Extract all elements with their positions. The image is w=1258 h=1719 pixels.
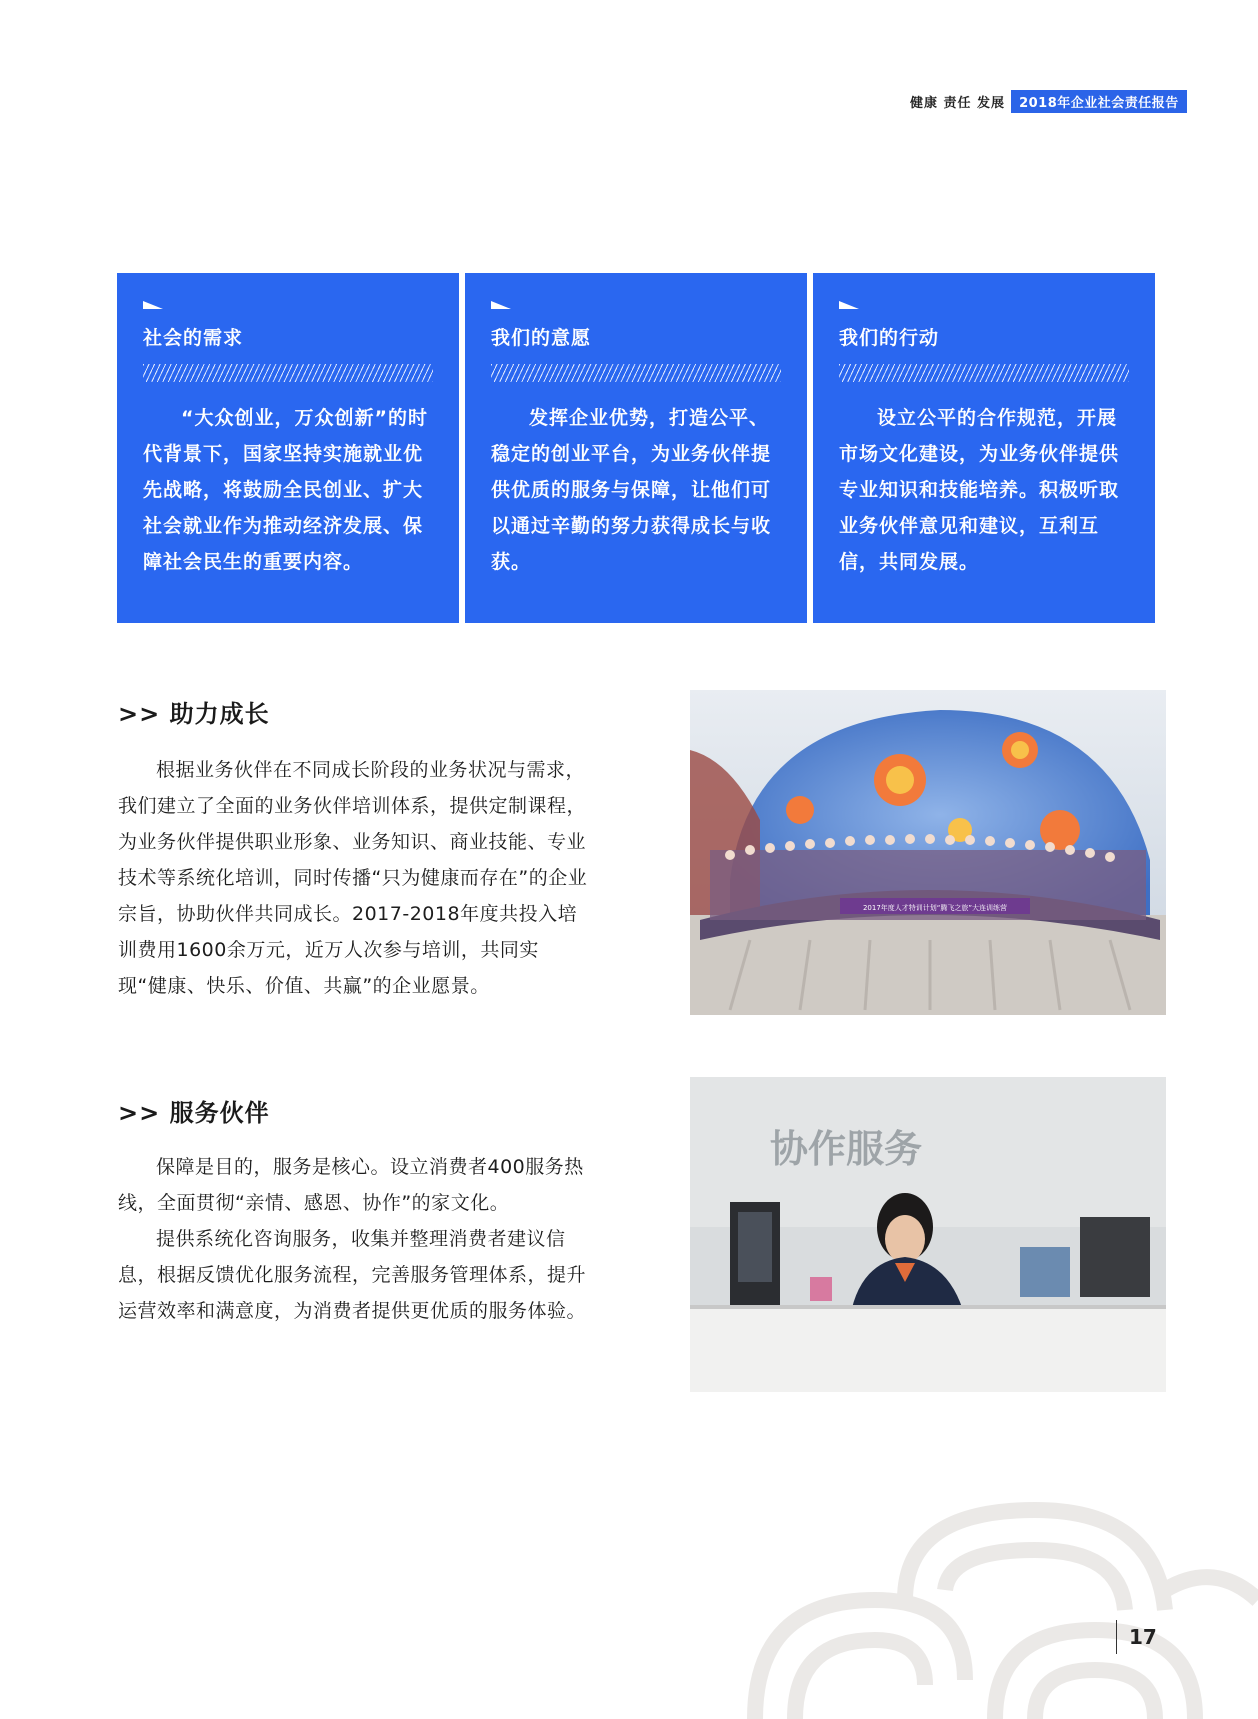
- box-our-action: [813, 273, 1155, 623]
- training-group-photo: [690, 690, 1166, 1015]
- box-social-needs: [117, 273, 459, 623]
- info-boxes: [117, 273, 1154, 623]
- service-paragraph-2: 提供系统化咨询服务，收集并整理消费者建议信息，根据反馈优化服务流程，完善服务管理体系，提升运营效率和满意度，为消费者提供更优质的服务体验。: [118, 1228, 587, 1322]
- page-number: 17: [1116, 1620, 1157, 1654]
- hatch-divider: [143, 364, 433, 382]
- section-title-growth: >> 助力成长: [118, 700, 270, 728]
- section-title-service: >> 服务伙伴: [118, 1099, 270, 1127]
- header-slogan: 健康 责任 发展: [910, 95, 1006, 111]
- page-header: [910, 90, 1187, 112]
- hatch-divider: [491, 364, 781, 382]
- photo-banner-text: 2017年度人才特训计划“腾飞之旅”大连训练营: [862, 904, 1008, 912]
- service-paragraph-1: 保障是目的，服务是核心。设立消费者400服务热线，全面贯彻“亲情、感恩、协作”的家文化。: [118, 1156, 584, 1214]
- box-title: 社会的需求: [143, 327, 244, 349]
- service-desk-photo: [690, 1077, 1166, 1392]
- flag-icon: [491, 301, 511, 309]
- wall-text: 协作服务: [770, 1127, 923, 1171]
- section-growth-text: [118, 752, 588, 1004]
- cloud-ornament-icon: [735, 1480, 1258, 1719]
- growth-paragraph: 根据业务伙伴在不同成长阶段的业务状况与需求，我们建立了全面的业务伙伴培训体系，提供定制课程，为业务伙伴提供职业形象、业务知识、商业技能、专业技术等系统化培训，同时传播“只为健康而存在”的企业宗旨，协助伙伴共同成长。2017-2018年度共投入培训费用1600余万元，近万人次参与培训，共同实现“健康、快乐、价值、共赢”的企业愿景。: [118, 759, 588, 997]
- flag-icon: [143, 301, 163, 309]
- box-title: 我们的意愿: [491, 327, 592, 349]
- header-report-tag: 2018年企业社会责任报告: [1011, 90, 1187, 113]
- box-text: 发挥企业优势，打造公平、稳定的创业平台，为业务伙伴提供优质的服务与保障，让他们可以通过辛勤的努力获得成长与收获。: [491, 407, 772, 573]
- box-text: 设立公平的合作规范，开展市场文化建设，为业务伙伴提供专业知识和技能培养。积极听取业务伙伴意见和建议，互利互信，共同发展。: [839, 407, 1120, 573]
- section-service-text: [118, 1149, 588, 1329]
- flag-icon: [839, 301, 859, 309]
- hatch-divider: [839, 364, 1129, 382]
- box-our-wish: [465, 273, 807, 623]
- box-text: “大众创业，万众创新”的时代背景下，国家坚持实施就业优先战略，将鼓励全民创业、扩大社会就业作为推动经济发展、保障社会民生的重要内容。: [143, 407, 428, 573]
- box-title: 我们的行动: [839, 327, 940, 349]
